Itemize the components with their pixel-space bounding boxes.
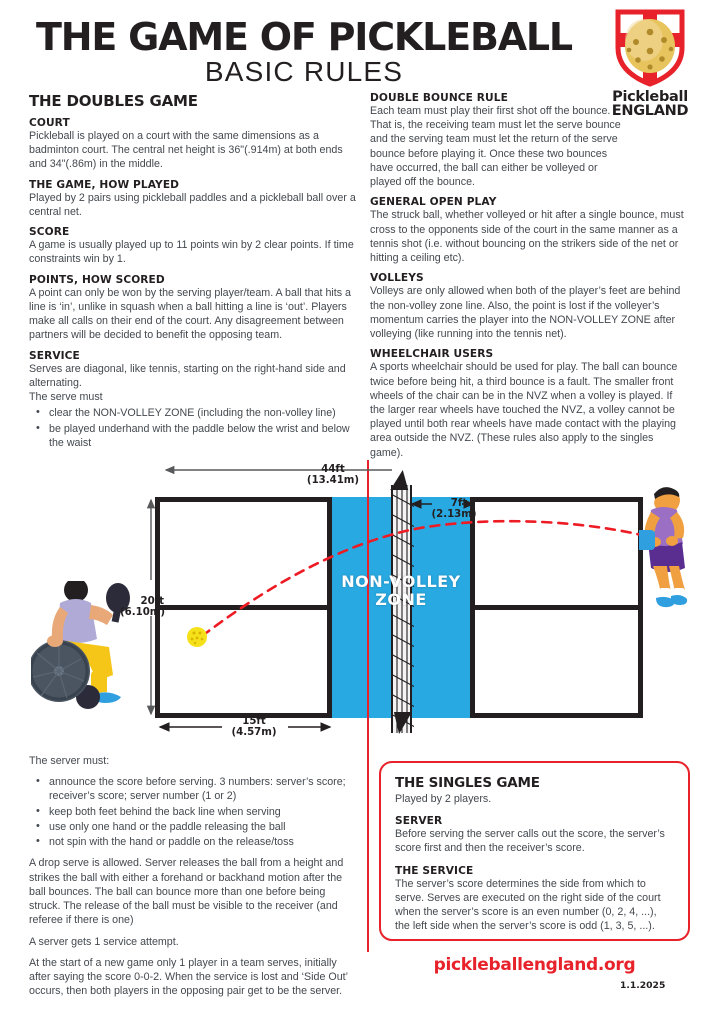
rule-text: Each team must play their first shot off the bounce. That is, the receiving team must let the serve bounce and the serving team must let the return of the serve bounce before playing it. Once these two bounces have occurred, the ball can either be volleyed or played off the bounce. <box>370 105 621 189</box>
singles-section-title: THE SINGLES GAME <box>395 775 540 791</box>
rule-heading: VOLLEYS <box>370 272 424 285</box>
rule-text: Volleys are only allowed when both of the player’s feet are behind the non-volley zone line. Also, the point is lost if the volleyer’s momentum carries the player into the NON-VOLLEY ZONE after volleying (like running into the tennis net). <box>370 285 681 341</box>
rule-heading: POINTS, HOW SCORED <box>29 273 165 286</box>
rule-text-secondary: The serve must <box>29 391 103 404</box>
dimension-value-m: (6.10m) <box>120 607 166 619</box>
version-label: 1.1.2025 <box>620 980 666 991</box>
rule-text: The struck ball, whether volleyed or hit after a single bounce, must cross to the opponents side of the court in the same manner as a tennis shot (i.e. without bouncing on the strikers side of the net or hitting a ceiling etc). <box>370 209 684 265</box>
list-item: • clear the NON-VOLLEY ZONE (including the non-volley line) <box>29 406 362 420</box>
singles-intro: Played by 2 players. <box>395 793 492 805</box>
logo-label-pickleball: Pickleball <box>612 89 688 105</box>
list-item: • use only one hand or the paddle releasing the ball <box>29 820 359 834</box>
dimension-court-length <box>290 464 376 487</box>
rule-text: A point can only be won by the serving player/team. A ball that hits a line is ‘in’, unlike in squash when a ball hitting a line is ‘out’. Players make all calls on their end of the court. Any disagreement between partners will be decided to benefit the opposing team. <box>29 286 352 342</box>
rule-heading: SCORE <box>29 226 70 239</box>
rule-text: Pickleball is played on a court with the same dimensions as a badminton court. The central net height is 36"(.914m) at both ends and 34"(.86m) in the middle. <box>29 130 343 171</box>
dimension-nvz-depth <box>418 498 490 521</box>
rule-text: The server’s score determines the side from which to serve. Serves are executed on the right side of the court when the server’s score is an even number (0, 2, 4, ...), the left side when the server’s score is odd (1, 3, 5, ...). <box>395 877 661 933</box>
page-subtitle: BASIC RULES <box>204 56 404 87</box>
rule-heading: DOUBLE BOUNCE RULE <box>370 92 508 104</box>
nvz-label-line1: NON-VOLLEY <box>341 572 461 591</box>
page-title: THE GAME OF PICKLEBALL <box>36 15 572 59</box>
rule-heading: SERVICE <box>29 349 80 362</box>
rule-text: A game is usually played up to 11 points win by 2 clear points. If time constraints win by 1. <box>29 239 354 266</box>
server-rules-intro: The server must: <box>29 755 110 767</box>
rule-heading: SERVER <box>395 815 443 828</box>
rule-heading: THE GAME, HOW PLAYED <box>29 178 180 191</box>
non-volley-zone-label <box>330 573 472 609</box>
website-link[interactable]: pickleballengland.org <box>433 955 636 975</box>
logo-label-england: ENGLAND <box>611 103 689 119</box>
doubles-section-title: THE DOUBLES GAME <box>29 92 198 110</box>
dimension-value-ft: 15ft <box>242 716 266 727</box>
rule-text: Serves are diagonal, like tennis, starting on the right-hand side and alternating. <box>29 362 346 389</box>
dimension-value-ft: 7ft <box>450 498 468 509</box>
dimension-value-ft: 20ft <box>140 596 164 607</box>
list-item: • keep both feet behind the back line when serving <box>29 805 359 819</box>
dimension-service-length <box>206 716 302 739</box>
rule-heading: THE SERVICE <box>395 864 474 877</box>
rule-text: Played by 2 pairs using pickleball paddles and a pickleball ball over a central net. <box>29 191 356 218</box>
list-item: • be played underhand with the paddle below the wrist and below the waist <box>29 422 362 450</box>
list-item: • not spin with the hand or paddle on the release/toss <box>29 835 359 849</box>
dimension-value-m: (2.13m) <box>431 509 477 521</box>
new-game-text: At the start of a new game only 1 player in a team serves, initially after saying the score 0-0-2. When the service is lost and ‘Side Out’ occurs, then both players in the opposing pair get to be the server. <box>29 956 348 998</box>
dimension-value-m: (13.41m) <box>306 475 360 487</box>
rule-text: Before serving the server calls out the score, the server’s score first and then the receiver’s score. <box>395 828 665 855</box>
list-item: • announce the score before serving. 3 numbers: server’s score; receiver’s score; server number (1 or 2) <box>29 775 359 803</box>
rule-heading: GENERAL OPEN PLAY <box>370 196 497 209</box>
pickleball-icon <box>186 626 208 648</box>
drop-serve-text: A drop serve is allowed. Server releases the ball from a height and strikes the ball with either a forehand or backhand motion after the ball bounces. The ball can bounce more than one before being struck. The release of the ball must be visible to the receiver (and referee if there is one) <box>29 857 344 927</box>
service-attempt-text: A server gets 1 service attempt. <box>29 935 179 948</box>
nvz-label-line2: ZONE <box>375 590 427 610</box>
standing-player-illustration <box>639 484 709 616</box>
rule-heading: WHEELCHAIR USERS <box>370 348 494 361</box>
dimension-court-width <box>120 596 164 619</box>
rule-text: A sports wheelchair should be used for play. The ball can bounce twice before being hit, a third bounce is a fault. The smaller front wheels of the chair can be in the NVZ when a volley is played. If the larger rear wheels have touched the NVZ, a volley cannot be played until both rear wheels have made contact with the playing area outside the NVZ. (These rules also apply to the singles game). <box>370 361 678 459</box>
dimension-value-ft: 44ft <box>321 464 345 475</box>
dimension-value-m: (4.57m) <box>231 727 277 739</box>
rule-heading: COURT <box>29 117 70 129</box>
